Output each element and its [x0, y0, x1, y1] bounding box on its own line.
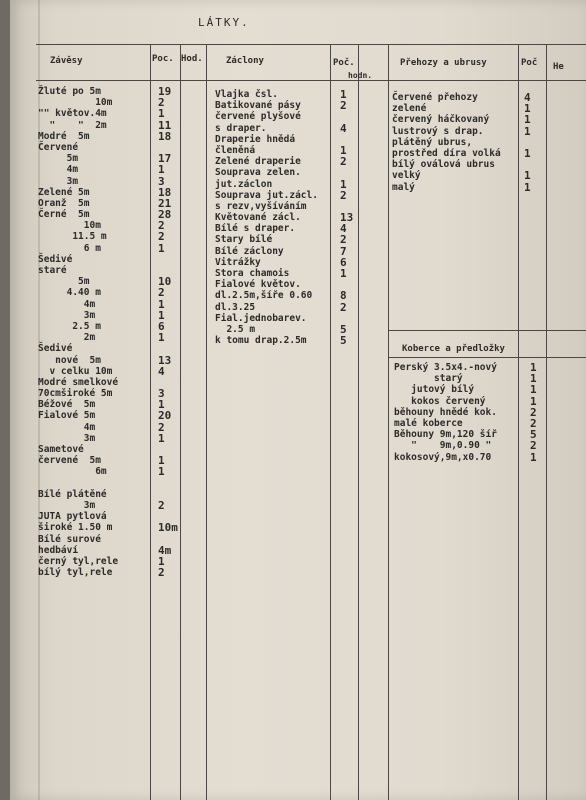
header-prehozy: Přehozy a ubrusy — [400, 58, 487, 68]
prehozy-item: lustrový s drap. — [392, 125, 484, 137]
zaclony-item: červené plyšové — [215, 111, 301, 123]
zavesy-item: Sametové — [38, 444, 84, 455]
zavesy-qty: 1 — [158, 163, 165, 177]
zavesy-item: Oranž 5m — [38, 197, 90, 209]
zaclony-item: Fial.jednobarev. — [215, 312, 307, 324]
carpet-qty: 1 — [530, 394, 537, 408]
zavesy-item: 10m — [38, 97, 113, 109]
header-top-rule — [36, 44, 586, 45]
prehozy-qty: 4 — [524, 91, 531, 104]
zavesy-qty — [158, 534, 178, 545]
zaclony-item: Draperie hnědá — [215, 133, 296, 145]
zavesy-item: Modré 5m — [38, 130, 90, 142]
zavesy-item: staré — [38, 265, 67, 276]
zavesy-qty — [158, 254, 178, 265]
zaclony-item: Vitrážky — [215, 256, 261, 268]
prehozy-qty-list — [524, 92, 531, 193]
zaclony-qty: 2 — [340, 188, 347, 202]
zavesy-qty: 1 — [158, 554, 165, 568]
header-zavesy: Závěsy — [50, 56, 83, 66]
zaclony-qty: 2 — [340, 99, 347, 113]
zaclony-item: s draper. — [215, 122, 267, 134]
zavesy-item: Zelené 5m — [38, 186, 90, 198]
zaclony-qty-list — [340, 89, 353, 346]
carpet-qty: 2 — [530, 439, 537, 453]
zaclony-item: Stary bílé — [215, 234, 273, 246]
col-rule-8 — [546, 44, 547, 800]
col-rule-2 — [180, 44, 181, 800]
zavesy-qty: 10 — [158, 275, 172, 289]
zavesy-qty: 1 — [158, 454, 165, 468]
zavesy-qty: 28 — [158, 208, 172, 222]
zavesy-qty: 2 — [158, 420, 165, 434]
zavesy-item: 3m — [38, 499, 96, 511]
zaclony-qty: 13 — [340, 211, 354, 225]
prehozy-item: velký — [392, 170, 421, 182]
col-rule-1 — [150, 44, 151, 800]
header-bottom-rule — [36, 80, 586, 81]
zavesy-item: Bílé surové — [38, 533, 101, 545]
zaclony-qty: 1 — [340, 143, 347, 157]
zaclony-qty: 5 — [340, 334, 347, 348]
carpet-item: kokos červený — [394, 395, 486, 407]
zavesy-item: 6m — [38, 466, 107, 478]
carpets-top-rule — [388, 330, 586, 331]
zavesy-item: hedbáví — [38, 544, 79, 556]
col-rule-6 — [388, 44, 389, 800]
zaclony-qty: 2 — [340, 300, 347, 314]
carpet-qty: 5 — [530, 428, 537, 442]
zaclony-qty: 2 — [340, 233, 347, 247]
zavesy-qty: 10m — [158, 521, 178, 535]
zaclony-qty: 7 — [340, 244, 347, 258]
carpets-list — [394, 362, 534, 463]
carpet-qty: 1 — [530, 383, 537, 397]
zavesy-item: 3m — [38, 309, 96, 321]
zaclony-qty: 1 — [340, 267, 347, 280]
zavesy-qty: 1 — [158, 465, 165, 479]
page-title: LÁTKY. — [198, 16, 250, 29]
header-zaclony: Záclony — [226, 56, 264, 66]
zavesy-qty — [158, 343, 178, 354]
zaclony-item: 2.5 m — [215, 323, 256, 335]
zaclony-item: Vlajka čsl. — [215, 89, 278, 100]
zavesy-qty: 6 — [158, 319, 165, 333]
prehozy-qty: 1 — [524, 146, 531, 160]
zavesy-qty: 1 — [158, 241, 165, 255]
prehozy-item: bílý oválová ubrus — [392, 159, 495, 171]
carpet-item: Běhouny 9m,120 šíř — [394, 429, 497, 441]
zaclony-qty: 1 — [340, 88, 347, 101]
zaclony-item: s rezv,vyšíváním — [215, 200, 307, 212]
carpet-item: starý — [394, 373, 463, 385]
zavesy-qty: 13 — [158, 353, 172, 367]
zavesy-qty: 4m — [158, 543, 172, 557]
zavesy-qty: 2 — [158, 286, 165, 300]
zavesy-qty: 1 — [158, 398, 165, 412]
zaclony-qty — [340, 167, 353, 178]
zavesy-qty: 1 — [158, 431, 165, 445]
zavesy-qty: 2 — [158, 219, 165, 233]
zaclony-item: Bílé s draper. — [215, 223, 296, 235]
prehozy-item: malý — [392, 181, 415, 193]
zavesy-item: 6 m — [38, 242, 101, 254]
zaclony-item: Fialové květov. — [215, 279, 301, 291]
zaclony-list — [215, 89, 333, 346]
carpet-item: malé koberce — [394, 417, 463, 429]
zaclony-item: dl.3.25 — [215, 301, 256, 313]
carpet-item: jutový bílý — [394, 384, 475, 396]
zavesy-item: 70cmširoké 5m — [38, 388, 113, 400]
prehozy-qty: 1 — [524, 113, 531, 127]
zavesy-item: "" květov.4m — [38, 108, 107, 120]
zaclony-qty: 8 — [340, 289, 347, 303]
zavesy-qty: 21 — [158, 196, 172, 210]
carpets-qty-list — [530, 362, 537, 463]
zavesy-item: Šedivé — [38, 253, 73, 265]
zaclony-item: Souprava jut.zácl. — [215, 189, 318, 201]
zavesy-item: bílý tyl,rele — [38, 567, 113, 579]
zavesy-item: Béžové 5m — [38, 399, 96, 411]
header-koberce: Koberce a předložky — [402, 344, 505, 354]
zavesy-item: 3m — [38, 175, 79, 187]
zavesy-item: 10m — [38, 220, 101, 232]
zavesy-qty: 1 — [158, 107, 165, 121]
carpet-item: kokosový,9m,x0.70 — [394, 451, 492, 463]
prehozy-item: plátěný ubrus, — [392, 136, 473, 148]
zaclony-item: Květované zácl. — [215, 212, 301, 224]
carpet-item: Perský 3.5x4.-nový — [394, 362, 497, 373]
zavesy-qty — [158, 478, 178, 489]
zavesy-item: 4m — [38, 298, 96, 310]
carpet-item: " 9m,0.90 " — [394, 440, 492, 452]
header-poc-1: Poc. — [152, 54, 174, 64]
zavesy-item: Žluté po 5m — [38, 86, 101, 97]
zavesy-qty: 18 — [158, 129, 172, 143]
zavesy-item: 2.5 m — [38, 320, 101, 332]
zaclony-item: Stora chamois — [215, 268, 290, 279]
zavesy-qty: 20 — [158, 409, 172, 423]
zavesy-qty: 1 — [158, 297, 165, 311]
zavesy-item: Černé 5m — [38, 209, 90, 221]
zaclony-item: Batikované pásy — [215, 100, 301, 112]
header-hodn-2: hodn. — [348, 71, 373, 80]
prehozy-item: červený háčkovaný — [392, 114, 490, 126]
carpet-qty: 1 — [530, 450, 537, 464]
zavesy-item: 11.5 m — [38, 231, 107, 243]
zavesy-item: 3m — [38, 432, 96, 444]
zavesy-item: 2m — [38, 332, 96, 344]
zavesy-item: 5m — [38, 153, 79, 165]
zaclony-qty: 4 — [340, 222, 347, 236]
prehozy-qty: 1 — [524, 169, 531, 183]
col-rule-3 — [206, 44, 207, 800]
zavesy-qty: 2 — [158, 566, 165, 580]
zaclony-qty: 4 — [340, 121, 347, 135]
col-rule-5 — [358, 44, 359, 800]
zavesy-qty: 2 — [158, 498, 165, 512]
carpet-qty: 2 — [530, 405, 537, 419]
header-poc-2: Poč. — [333, 58, 355, 68]
zaclony-item: členěná — [215, 144, 256, 156]
prehozy-item: prostřed díra volká — [392, 147, 501, 159]
zavesy-qty: 1 — [158, 308, 165, 322]
zavesy-item: široké 1.50 m — [38, 522, 113, 534]
zavesy-qty: 3 — [158, 387, 165, 401]
prehozy-item: Červené přehozy — [392, 92, 478, 103]
header-he: He — [553, 62, 564, 72]
zavesy-item: Červené — [38, 141, 79, 153]
zaclony-item: Zelené draperie — [215, 156, 301, 168]
zavesy-qty: 2 — [158, 96, 165, 110]
prehozy-list — [392, 92, 532, 193]
header-hod-1: Hod. — [181, 54, 203, 64]
zavesy-qty: 17 — [158, 152, 172, 166]
carpets-header-rule — [388, 357, 586, 358]
zavesy-item: JUTA pytlová — [38, 511, 107, 523]
zaclony-item: jut.záclon — [215, 178, 273, 190]
zavesy-item: černý tyl,rele — [38, 555, 119, 567]
zaclony-qty — [340, 111, 353, 122]
carpet-qty: 2 — [530, 416, 537, 430]
zaclony-item: Bílé záclony — [215, 245, 284, 257]
zavesy-list — [38, 86, 150, 578]
zavesy-item: 4m — [38, 164, 79, 176]
zaclony-item: dl.2.5m,šíře 0.60 — [215, 290, 313, 302]
carpet-qty: 1 — [530, 372, 537, 386]
zavesy-qty: 18 — [158, 185, 172, 199]
zaclony-qty: 2 — [340, 155, 347, 169]
prehozy-qty: 1 — [524, 102, 531, 116]
zavesy-qty: 19 — [158, 85, 172, 98]
zavesy-qty: 11 — [158, 118, 172, 132]
zavesy-qty: 2 — [158, 230, 165, 244]
zavesy-item — [38, 478, 150, 489]
zaclony-qty: 6 — [340, 255, 347, 269]
zaclony-item: k tomu drap.2.5m — [215, 335, 307, 347]
prehozy-item: zelené — [392, 103, 427, 115]
zavesy-item: Fialové 5m — [38, 410, 96, 422]
header-poc-3: Poč — [521, 58, 538, 68]
prehozy-qty: 1 — [524, 180, 531, 194]
carpet-qty: 1 — [530, 361, 537, 374]
zavesy-item: v celku 10m — [38, 365, 113, 377]
zaclony-qty: 1 — [340, 177, 347, 191]
zavesy-item: 4m — [38, 421, 96, 433]
document-page — [10, 0, 586, 800]
zavesy-qty: 4 — [158, 364, 165, 378]
zavesy-qty: 3 — [158, 174, 165, 188]
zavesy-item: Bílé plátěné — [38, 488, 107, 500]
zavesy-qty-list — [158, 86, 178, 578]
zaclony-item: Souprava zelen. — [215, 167, 301, 179]
prehozy-qty: 1 — [524, 124, 531, 138]
zaclony-qty: 5 — [340, 322, 347, 336]
carpet-item: běhouny hnědé kok. — [394, 406, 497, 418]
zavesy-item: " " 2m — [38, 119, 107, 131]
zavesy-item: Modré smelkové — [38, 376, 119, 388]
zavesy-qty: 1 — [158, 331, 165, 345]
zavesy-item: červené 5m — [38, 455, 101, 467]
zavesy-item: 5m — [38, 276, 90, 288]
zavesy-item: 4.40 m — [38, 287, 101, 299]
zavesy-item: Šedivé — [38, 343, 73, 355]
zavesy-item: nové 5m — [38, 354, 101, 366]
